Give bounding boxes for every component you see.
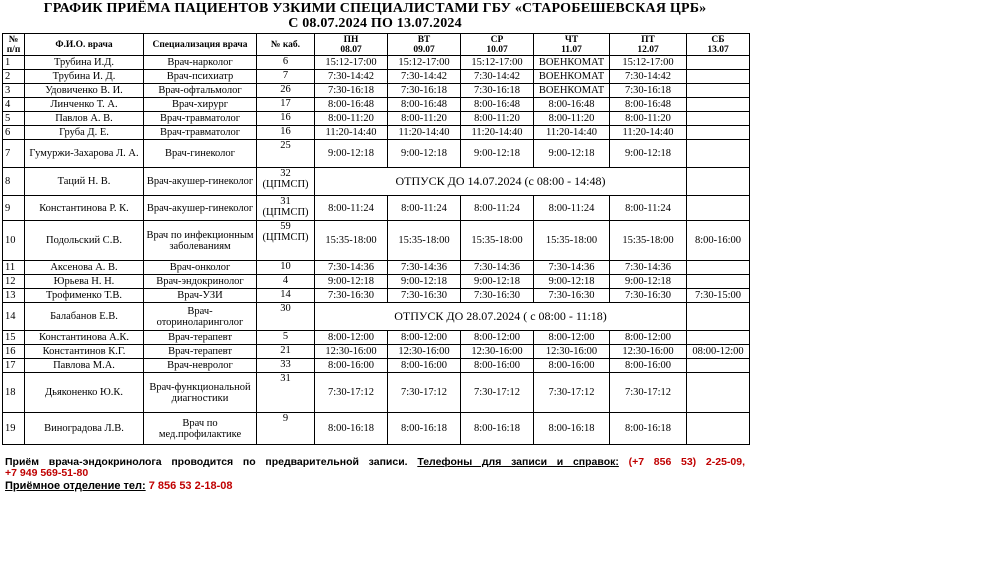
specialization: Врач-оториноларинголог [144, 303, 257, 331]
schedule-cell-mon: 8:00-12:00 [315, 331, 388, 345]
table-row [3, 373, 750, 413]
schedule-cell-mon: 7:30-16:18 [315, 84, 388, 98]
doctor-name: Павлов А. В. [25, 112, 144, 126]
header-doctor-name: Ф.И.О. врача [25, 34, 144, 56]
schedule-cell-mon: 9:00-12:18 [315, 140, 388, 168]
schedule-cell-thu: 9:00-12:18 [534, 140, 610, 168]
room-number: 16 [257, 112, 315, 126]
specialization: Врач-онколог [144, 261, 257, 275]
schedule-cell-sat [687, 275, 750, 289]
row-number: 12 [3, 275, 25, 289]
schedule-cell-fri: 7:30-16:30 [610, 289, 687, 303]
schedule-cell-sat [687, 196, 750, 221]
schedule-cell-wed: 7:30-16:18 [461, 84, 534, 98]
schedule-cell-wed: 9:00-12:18 [461, 140, 534, 168]
schedule-cell-mon: 15:35-18:00 [315, 221, 388, 261]
schedule-cell-mon: 9:00-12:18 [315, 275, 388, 289]
schedule-cell-mon: 15:12-17:00 [315, 56, 388, 70]
specialization: Врач-эндокринолог [144, 275, 257, 289]
schedule-cell-tue: 11:20-14:40 [388, 126, 461, 140]
table-row [3, 140, 750, 168]
room-number: 31 [257, 373, 315, 413]
row-number: 13 [3, 289, 25, 303]
schedule-cell-sat [687, 303, 750, 331]
schedule-cell-tue: 15:12-17:00 [388, 56, 461, 70]
schedule-cell-thu: ВОЕНКОМАТ [534, 56, 610, 70]
schedule-cell-sat [687, 126, 750, 140]
schedule-cell-sat [687, 140, 750, 168]
doctor-name: Константинова А.К. [25, 331, 144, 345]
row-number: 10 [3, 221, 25, 261]
schedule-cell-sat [687, 112, 750, 126]
schedule-cell-wed: 8:00-16:18 [461, 413, 534, 445]
header-room: № каб. [257, 34, 315, 56]
schedule-cell-mon: 12:30-16:00 [315, 345, 388, 359]
schedule-cell-sat: 7:30-15:00 [687, 289, 750, 303]
table-row [3, 196, 750, 221]
room-number: 7 [257, 70, 315, 84]
schedule-cell-wed: 7:30-14:36 [461, 261, 534, 275]
schedule-cell-sat [687, 70, 750, 84]
schedule-cell-tue: 12:30-16:00 [388, 345, 461, 359]
schedule-cell-tue: 8:00-12:00 [388, 331, 461, 345]
schedule-cell-tue: 8:00-16:48 [388, 98, 461, 112]
row-number: 6 [3, 126, 25, 140]
table-row [3, 221, 750, 261]
room-number: 14 [257, 289, 315, 303]
schedule-cell-fri: 7:30-17:12 [610, 373, 687, 413]
schedule-cell-wed: 12:30-16:00 [461, 345, 534, 359]
schedule-cell-tue: 8:00-16:18 [388, 413, 461, 445]
room-number: 6 [257, 56, 315, 70]
doctor-name: Балабанов Е.В. [25, 303, 144, 331]
header-specialization: Специализация врача [144, 34, 257, 56]
doctor-name: Константинов К.Г. [25, 345, 144, 359]
row-number: 11 [3, 261, 25, 275]
page-title: ГРАФИК ПРИЁМА ПАЦИЕНТОВ УЗКИМИ СПЕЦИАЛИСТАМИ ГБУ «СТАРОБЕШЕВСКАЯ ЦРБ» [43, 1, 707, 16]
specialization: Врач-хирург [144, 98, 257, 112]
schedule-cell-tue: 7:30-16:18 [388, 84, 461, 98]
schedule-cell-sat [687, 373, 750, 413]
row-number: 14 [3, 303, 25, 331]
room-number: 21 [257, 345, 315, 359]
schedule-cell-fri: 8:00-16:48 [610, 98, 687, 112]
schedule-cell-wed: 9:00-12:18 [461, 275, 534, 289]
room-number: 31 (ЦПМСП) [257, 196, 315, 221]
schedule-cell-fri: 7:30-14:42 [610, 70, 687, 84]
header-day-sat: СБ 13.07 [687, 34, 750, 56]
schedule-cell-thu: ВОЕНКОМАТ [534, 70, 610, 84]
footer-phone-line [5, 468, 745, 479]
table-row [3, 359, 750, 373]
schedule-cell-sat [687, 168, 750, 196]
specialization: Врач-травматолог [144, 126, 257, 140]
header-day-thu: ЧТ 11.07 [534, 34, 610, 56]
schedule-cell-fri: 9:00-12:18 [610, 275, 687, 289]
schedule-cell-wed: 8:00-11:24 [461, 196, 534, 221]
doctor-name: Трофименко Т.В. [25, 289, 144, 303]
room-number: 5 [257, 331, 315, 345]
schedule-cell-tue: 9:00-12:18 [388, 140, 461, 168]
schedule-cell-wed: 8:00-11:20 [461, 112, 534, 126]
specialization: Врач по мед.профилактике [144, 413, 257, 445]
specialization: Врач-УЗИ [144, 289, 257, 303]
schedule-cell-fri: 15:12-17:00 [610, 56, 687, 70]
room-number: 4 [257, 275, 315, 289]
schedule-cell-thu: 8:00-16:48 [534, 98, 610, 112]
row-number: 8 [3, 168, 25, 196]
doctor-name: Трубина И. Д. [25, 70, 144, 84]
table-row [3, 289, 750, 303]
schedule-cell-wed: 7:30-16:30 [461, 289, 534, 303]
table-row [3, 303, 750, 331]
schedule-cell-mon: 7:30-14:36 [315, 261, 388, 275]
schedule-cell-mon: 7:30-14:42 [315, 70, 388, 84]
doctor-name: Таций Н. В. [25, 168, 144, 196]
table-row [3, 168, 750, 196]
row-number: 4 [3, 98, 25, 112]
header-number: № п/п [3, 34, 25, 56]
room-number: 10 [257, 261, 315, 275]
schedule-cell-thu: 7:30-17:12 [534, 373, 610, 413]
schedule-cell-tue: 7:30-14:36 [388, 261, 461, 275]
schedule-cell-thu: 12:30-16:00 [534, 345, 610, 359]
schedule-cell-sat [687, 331, 750, 345]
vacation-note: ОТПУСК ДО 14.07.2024 (с 08:00 - 14:48) [315, 168, 687, 196]
table-row [3, 126, 750, 140]
schedule-cell-fri: 8:00-16:00 [610, 359, 687, 373]
schedule-cell-sat: 08:00-12:00 [687, 345, 750, 359]
row-number: 3 [3, 84, 25, 98]
schedule-cell-thu: 8:00-11:20 [534, 112, 610, 126]
doctor-name: Груба Д. Е. [25, 126, 144, 140]
table-row [3, 84, 750, 98]
specialization: Врач по инфекционным заболеваниям [144, 221, 257, 261]
doctor-name: Подольский С.В. [25, 221, 144, 261]
schedule-cell-thu: ВОЕНКОМАТ [534, 84, 610, 98]
schedule-cell-tue: 9:00-12:18 [388, 275, 461, 289]
schedule-cell-mon: 11:20-14:40 [315, 126, 388, 140]
footer-note [5, 457, 745, 468]
table-row [3, 70, 750, 84]
specialization: Врач-травматолог [144, 112, 257, 126]
doctor-name: Юрьева Н. Н. [25, 275, 144, 289]
room-number: 25 [257, 140, 315, 168]
doctor-name: Константинова Р. К. [25, 196, 144, 221]
header-day-mon: ПН 08.07 [315, 34, 388, 56]
schedule-cell-mon: 8:00-11:24 [315, 196, 388, 221]
schedule-cell-thu: 8:00-16:00 [534, 359, 610, 373]
schedule-cell-mon: 8:00-16:00 [315, 359, 388, 373]
table-row [3, 112, 750, 126]
specialization: Врач-офтальмолог [144, 84, 257, 98]
schedule-cell-sat: 8:00-16:00 [687, 221, 750, 261]
schedule-cell-sat [687, 413, 750, 445]
schedule-cell-wed: 15:35-18:00 [461, 221, 534, 261]
doctor-name: Трубина И.Д. [25, 56, 144, 70]
schedule-cell-tue: 7:30-17:12 [388, 373, 461, 413]
schedule-cell-thu: 9:00-12:18 [534, 275, 610, 289]
room-number: 30 [257, 303, 315, 331]
schedule-cell-fri: 8:00-11:20 [610, 112, 687, 126]
schedule-cell-wed: 7:30-14:42 [461, 70, 534, 84]
schedule-cell-tue: 7:30-14:42 [388, 70, 461, 84]
schedule-cell-mon: 8:00-11:20 [315, 112, 388, 126]
specialization: Врач-гинеколог [144, 140, 257, 168]
room-number: 33 [257, 359, 315, 373]
table-row [3, 331, 750, 345]
table-row [3, 98, 750, 112]
specialization: Врач-невролог [144, 359, 257, 373]
schedule-cell-fri: 15:35-18:00 [610, 221, 687, 261]
schedule-cell-wed: 8:00-16:48 [461, 98, 534, 112]
schedule-cell-mon: 8:00-16:48 [315, 98, 388, 112]
row-number: 9 [3, 196, 25, 221]
schedule-cell-sat [687, 56, 750, 70]
doctor-name: Павлова М.А. [25, 359, 144, 373]
schedule-cell-mon: 8:00-16:18 [315, 413, 388, 445]
table-row [3, 261, 750, 275]
table-row [3, 275, 750, 289]
header-day-fri: ПТ 12.07 [610, 34, 687, 56]
doctor-name: Дьяконенко Ю.К. [25, 373, 144, 413]
row-number: 7 [3, 140, 25, 168]
schedule-cell-tue: 8:00-16:00 [388, 359, 461, 373]
schedule-cell-mon: 7:30-16:30 [315, 289, 388, 303]
doctor-name: Линченко Т. А. [25, 98, 144, 112]
specialization: Врач-акушер-гинеколог [144, 196, 257, 221]
reception-label: Приёмное отделение тел: [5, 480, 146, 492]
schedule-cell-thu: 8:00-16:18 [534, 413, 610, 445]
row-number: 19 [3, 413, 25, 445]
schedule-cell-fri: 11:20-14:40 [610, 126, 687, 140]
footer-phone-2: +7 949 569-51-80 [5, 467, 89, 479]
schedule-cell-wed: 7:30-17:12 [461, 373, 534, 413]
doctor-name: Аксенова А. В. [25, 261, 144, 275]
schedule-cell-sat [687, 359, 750, 373]
schedule-cell-wed: 8:00-16:00 [461, 359, 534, 373]
specialization: Врач-психиатр [144, 70, 257, 84]
header-day-tue: ВТ 09.07 [388, 34, 461, 56]
schedule-cell-fri: 12:30-16:00 [610, 345, 687, 359]
page-subtitle-dates: С 08.07.2024 ПО 13.07.2024 [288, 16, 462, 31]
specialization: Врач-акушер-гинеколог [144, 168, 257, 196]
schedule-cell-wed: 11:20-14:40 [461, 126, 534, 140]
footer-phones-label: Телефоны для записи и справок: [417, 456, 619, 468]
schedule-cell-fri: 8:00-16:18 [610, 413, 687, 445]
schedule-cell-thu: 7:30-14:36 [534, 261, 610, 275]
table-row [3, 345, 750, 359]
schedule-cell-tue: 7:30-16:30 [388, 289, 461, 303]
footer-phone-1: (+7 856 53) 2-25-09, [628, 456, 745, 468]
footer-reception [5, 481, 745, 492]
schedule-cell-fri: 9:00-12:18 [610, 140, 687, 168]
row-number: 18 [3, 373, 25, 413]
schedule-cell-tue: 8:00-11:20 [388, 112, 461, 126]
specialization: Врач-нарколог [144, 56, 257, 70]
room-number: 59 (ЦПМСП) [257, 221, 315, 261]
row-number: 17 [3, 359, 25, 373]
schedule-cell-fri: 8:00-11:24 [610, 196, 687, 221]
room-number: 32 (ЦПМСП) [257, 168, 315, 196]
doctor-name: Удовиченко В. И. [25, 84, 144, 98]
specialization: Врач-терапевт [144, 345, 257, 359]
row-number: 5 [3, 112, 25, 126]
schedule-cell-sat [687, 84, 750, 98]
schedule-cell-fri: 7:30-14:36 [610, 261, 687, 275]
schedule-cell-tue: 8:00-11:24 [388, 196, 461, 221]
schedule-cell-thu: 15:35-18:00 [534, 221, 610, 261]
room-number: 16 [257, 126, 315, 140]
row-number: 15 [3, 331, 25, 345]
header-day-wed: СР 10.07 [461, 34, 534, 56]
schedule-cell-thu: 8:00-11:24 [534, 196, 610, 221]
schedule-cell-fri: 8:00-12:00 [610, 331, 687, 345]
table-row [3, 56, 750, 70]
doctor-name: Виноградова Л.В. [25, 413, 144, 445]
schedule-cell-sat [687, 261, 750, 275]
room-number: 17 [257, 98, 315, 112]
specialization: Врач-функциональной диагностики [144, 373, 257, 413]
table-header-row [3, 34, 750, 56]
room-number: 9 [257, 413, 315, 445]
vacation-note: ОТПУСК ДО 28.07.2024 ( с 08:00 - 11:18) [315, 303, 687, 331]
schedule-cell-wed: 8:00-12:00 [461, 331, 534, 345]
reception-phone: 7 856 53 2-18-08 [148, 480, 233, 492]
room-number: 26 [257, 84, 315, 98]
footer-endocrinologist-note: Приём врача-эндокринолога проводится по предварительной записи. [5, 456, 408, 468]
schedule-cell-fri: 7:30-16:18 [610, 84, 687, 98]
doctor-name: Гумуржи-Захарова Л. А. [25, 140, 144, 168]
schedule-cell-wed: 15:12-17:00 [461, 56, 534, 70]
row-number: 2 [3, 70, 25, 84]
schedule-cell-tue: 15:35-18:00 [388, 221, 461, 261]
table-row [3, 413, 750, 445]
schedule-table [2, 33, 750, 445]
row-number: 16 [3, 345, 25, 359]
schedule-cell-mon: 7:30-17:12 [315, 373, 388, 413]
schedule-cell-sat [687, 98, 750, 112]
schedule-cell-thu: 11:20-14:40 [534, 126, 610, 140]
row-number: 1 [3, 56, 25, 70]
schedule-cell-thu: 7:30-16:30 [534, 289, 610, 303]
schedule-cell-thu: 8:00-12:00 [534, 331, 610, 345]
specialization: Врач-терапевт [144, 331, 257, 345]
